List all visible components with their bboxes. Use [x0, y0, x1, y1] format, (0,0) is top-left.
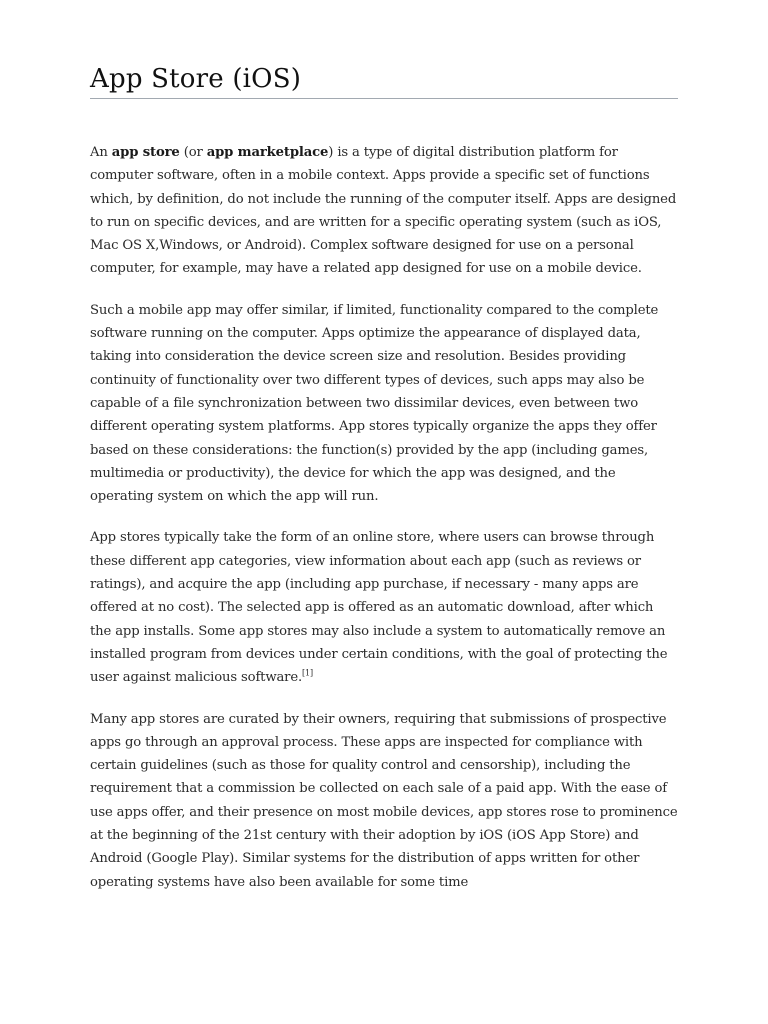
paragraph-text: An — [90, 145, 112, 160]
paragraph-text: Such a mobile app may offer similar, if limited, functionality compared to the complete software running on the computer. Apps optimize the appearance of displayed data, taking into consideration the device screen size and resolution. Besides providing continuity of functionality over two different types of devices, such apps may also be capable of a file synchronization between two dissimilar devices, even between two different operating system platforms. App stores typically organize the apps they offer based on these considerations: the function(s) provided by the app (including games, multimedia or productivity), the device for which the app was designed, and the operating system on which the app will run. — [90, 302, 659, 505]
article-paragraph — [90, 299, 678, 509]
paragraph-text: (or — [179, 145, 207, 160]
citation-ref[interactable]: [1] — [302, 668, 313, 678]
paragraph-text: Many app stores are curated by their owners, requiring that submissions of prospective apps go through an approval process. These apps are inspected for compliance with certain guidelines (such as those for quality control and censorship), including the requirement that a commission be collected on each sale of a paid app. With the ease of use apps offer, and their presence on most mobile devices, app stores rose to prominence at the beginning of the 21st century with their adoption by iOS (iOS App Store) and Android (Google Play). Similar systems for the distribution of apps written for other operating systems have also been available for some time — [90, 711, 678, 890]
article-paragraph — [90, 526, 678, 689]
page-title: App Store (iOS) — [90, 62, 678, 99]
paragraph-text: ) is a type of digital distribution platform for computer software, often in a mobile context. Apps provide a specific set of functions which, by definition, do not include the running of the computer itself. Apps are designed to run on specific devices, and are written for a specific operating system (such as iOS, Mac OS X,Windows, or Android). Complex software designed for use on a personal computer, for example, may have a related app designed for use on a mobile device. — [90, 145, 677, 277]
article — [90, 62, 678, 912]
article-body — [90, 141, 678, 894]
bold-term: app store — [111, 145, 180, 160]
article-paragraph — [90, 708, 678, 894]
bold-term: app marketplace — [206, 145, 329, 160]
article-paragraph — [90, 141, 678, 281]
paragraph-text: App stores typically take the form of an online store, where users can browse through these different app categories, view information about each app (such as reviews or ratings), and acquire the app (including app purchase, if necessary - many apps are offered at no cost). The selected app is offered as an automatic download, after which the app installs. Some app stores may also include a system to automatically remove an installed program from devices under certain conditions, with the goal of protecting the user against malicious software. — [90, 530, 668, 686]
